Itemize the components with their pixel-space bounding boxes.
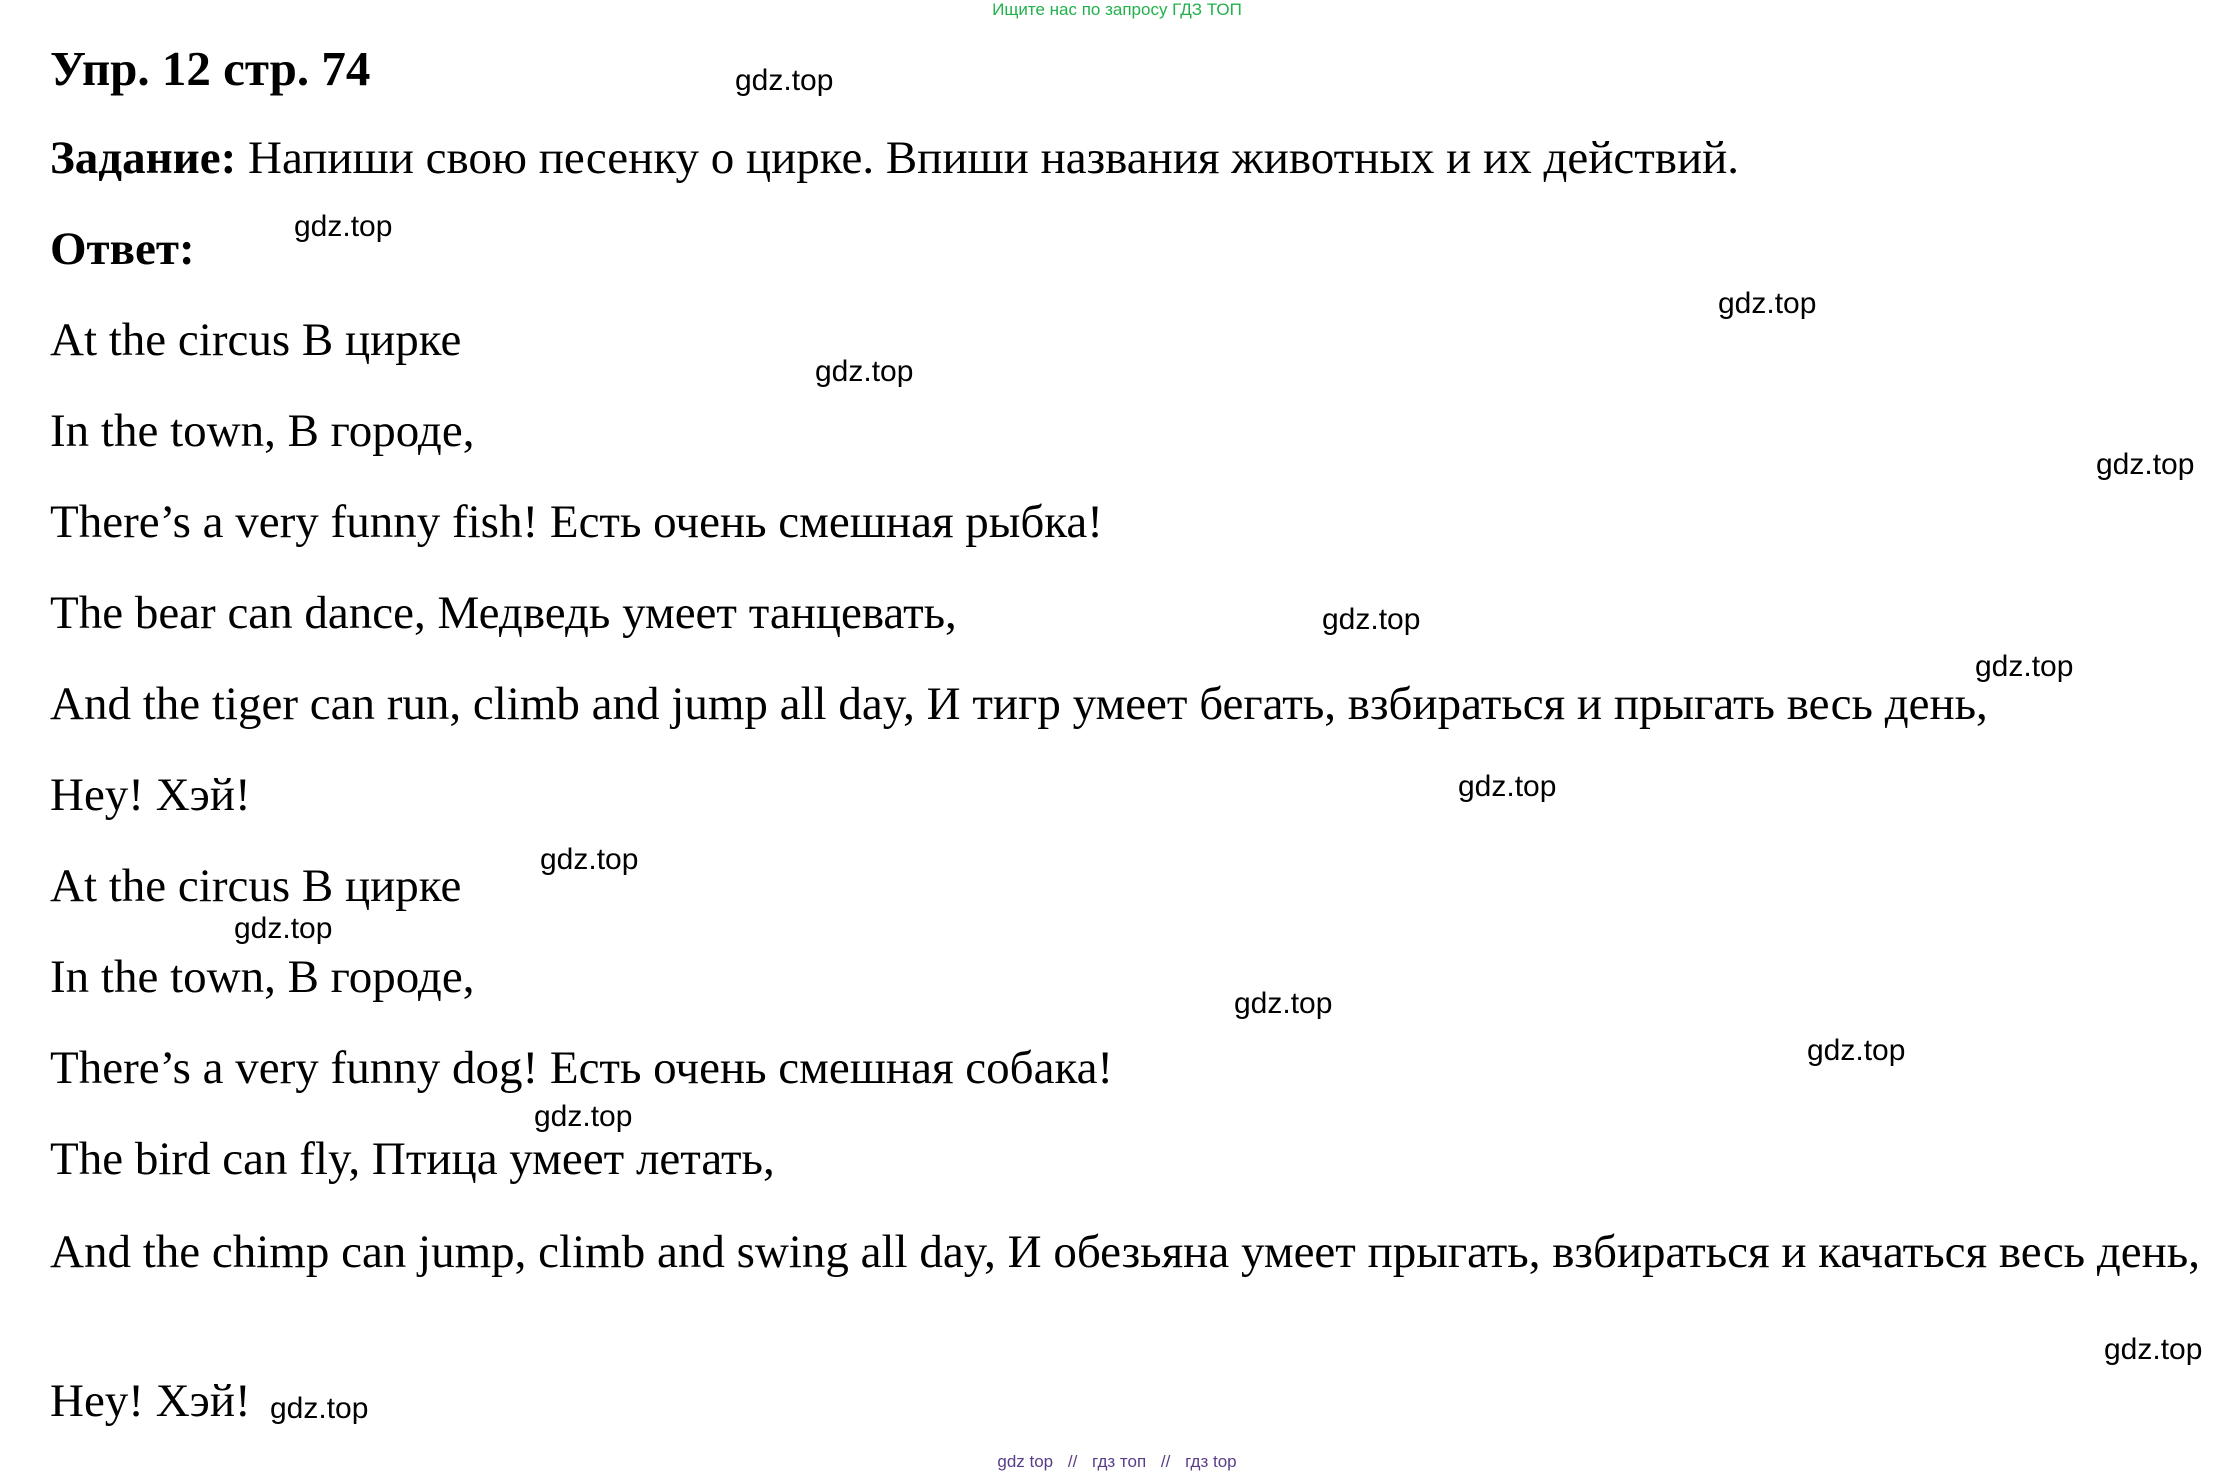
watermark: gdz.top — [1975, 650, 2074, 683]
task-text: Напиши свою песенку о цирке. Впиши названия животных и их действий. — [236, 132, 1740, 184]
watermark: gdz.top — [735, 64, 834, 97]
song-line: In the town, В городе, — [50, 405, 475, 457]
search-banner: Ищите нас по запросу ГДЗ ТОП — [992, 0, 1242, 19]
watermark: gdz.top — [294, 210, 393, 243]
answer-label: Ответ: — [50, 223, 195, 275]
watermark: gdz.top — [540, 843, 639, 876]
footer-link-gdz-top-mixed[interactable]: гдз top — [1185, 1452, 1237, 1471]
watermark: gdz.top — [1322, 603, 1421, 636]
song-line: Hey! Хэй! — [50, 1375, 251, 1427]
watermark: gdz.top — [234, 912, 333, 945]
watermark: gdz.top — [1718, 287, 1817, 320]
watermark: gdz.top — [2096, 448, 2195, 481]
task-paragraph — [50, 131, 1739, 185]
watermark: gdz.top — [2104, 1333, 2203, 1366]
song-line: At the circus В цирке — [50, 860, 462, 912]
song-line: At the circus В цирке — [50, 314, 462, 366]
watermark: gdz.top — [1807, 1034, 1906, 1067]
watermark: gdz.top — [534, 1100, 633, 1133]
footer-link-gdz-top-ru[interactable]: гдз топ — [1092, 1452, 1147, 1471]
song-line: The bird can fly, Птица умеет летать, — [50, 1133, 775, 1185]
watermark: gdz.top — [815, 355, 914, 388]
song-line: And the tiger can run, climb and jump all day, И тигр умеет бегать, взбираться и прыгать весь день, — [50, 678, 1988, 730]
watermark: gdz.top — [270, 1392, 369, 1425]
footer-links — [0, 1452, 2234, 1472]
footer-separator: // — [1160, 1452, 1171, 1471]
task-label: Задание: — [50, 132, 237, 184]
footer-link-gdz-top[interactable]: gdz top — [997, 1452, 1054, 1471]
song-line: There’s a very funny fish! Есть очень смешная рыбка! — [50, 496, 1103, 548]
song-line: Hey! Хэй! — [50, 769, 251, 821]
watermark: gdz.top — [1458, 770, 1557, 803]
song-line: In the town, В городе, — [50, 951, 475, 1003]
footer-separator: // — [1067, 1452, 1078, 1471]
page-title: Упр. 12 стр. 74 — [50, 41, 371, 96]
song-line: There’s a very funny dog! Есть очень смешная собака! — [50, 1042, 1114, 1094]
song-line: And the chimp can jump, climb and swing all day, И обезьяна умеет прыгать, взбираться и качаться весь день, — [50, 1226, 2200, 1278]
watermark: gdz.top — [1234, 987, 1333, 1020]
song-line: The bear can dance, Медведь умеет танцевать, — [50, 587, 957, 639]
